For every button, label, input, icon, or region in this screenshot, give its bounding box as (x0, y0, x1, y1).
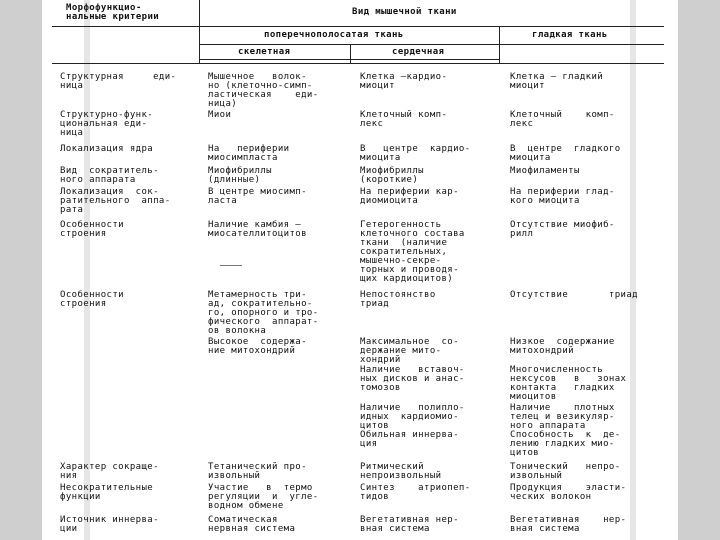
scan-mark (220, 265, 242, 266)
row-10-smooth: Способность к де- лению гладких мио- цитов (510, 430, 621, 458)
row-5-cardiac: Гетерогенность клеточного состава ткани (наличие сократительных, мышечно-секре- торных и проводя- щих кардиоцитов) (360, 220, 465, 284)
header-skeletal: скелетная (238, 47, 291, 57)
row-1-criterion: Структурно-функ- циональная еди- ница (60, 110, 154, 138)
row-12-skeletal: Участие в термо регуляции и угле- водном обмене (208, 483, 319, 511)
row-2-criterion: Локализация ядра (60, 144, 154, 154)
row-7-smooth: Низкое содержание митохондрий (510, 337, 615, 356)
row-6-cardiac: Непостоянство триад (360, 290, 436, 309)
row-1-smooth: Клеточный комп- лекс (510, 110, 615, 129)
row-3-criterion: Вид сократитель- ного аппарата (60, 166, 159, 185)
row-6-smooth: Отсутствие триад (510, 290, 639, 300)
row-11-cardiac: Ритмический непроизвольный (360, 462, 442, 481)
row-11-skeletal: Тетанический про- извольный (208, 462, 307, 481)
table-page (52, 0, 664, 540)
row-2-smooth: В центре гладкого миоцита (510, 144, 621, 163)
row-10-cardiac: Обильная иннерва- ция (360, 430, 459, 449)
row-2-cardiac: В центре кардио- миоцита (360, 144, 471, 163)
row-4-cardiac: На периферии кар- диомиоцита (360, 187, 459, 206)
row-7-cardiac: Максимальное со- держание мито- хондрий (360, 337, 459, 365)
row-13-smooth: Вегетативная нер- вная система (510, 515, 627, 534)
row-0-criterion: Структурная еди- ница (60, 72, 177, 91)
row-9-cardiac: Наличие полипло- идных кардиомио- цитов (360, 403, 465, 431)
header-col-divider-3 (350, 44, 351, 63)
row-4-smooth: На периферии глад- кого миоцита (510, 187, 615, 206)
header-rule-bottom (52, 63, 664, 64)
row-5-criterion: Особенности строения (60, 220, 125, 239)
row-6-criterion: Особенности строения (60, 290, 125, 309)
row-0-cardiac: Клетка —кардио- миоцит (360, 72, 448, 91)
row-0-smooth: Клетка — гладкий миоцит (510, 72, 604, 91)
row-7-skeletal: Высокое содержа- ние митохондрий (208, 337, 307, 356)
header-tissue-type: Вид мышечной ткани (352, 7, 457, 17)
row-4-criterion: Локализация сок- ратительного аппа- рата (60, 187, 171, 215)
row-3-cardiac: Миофибриллы (короткие) (360, 166, 425, 185)
row-11-criterion: Характер сокраще- ния (60, 462, 159, 481)
row-12-smooth: Продукция эласти- ческих волокон (510, 483, 627, 502)
row-1-cardiac: Клеточный комп- лекс (360, 110, 448, 129)
row-5-smooth: Отсутствие миофиб- рилл (510, 220, 615, 239)
row-9-smooth: Наличие плотных телец и везикуляр- ного аппарата (510, 403, 615, 431)
row-8-cardiac: Наличие вставоч- ных дисков и анас- томозов (360, 365, 465, 393)
row-5-skeletal: Наличие камбия — миосателлитоцитов (208, 220, 307, 239)
row-6-skeletal: Метамерность три- ад, сократительно- го, опорного и тро- фического аппарат- ов волокна (208, 290, 319, 336)
row-3-skeletal: Миофибриллы (длинные) (208, 166, 273, 185)
header-col-divider-1 (199, 0, 200, 63)
row-0-skeletal: Мышечное волок- но (клеточно-симп- ластическая еди- ница) (208, 72, 319, 109)
row-2-skeletal: На периферии миосимпласта (208, 144, 290, 163)
row-8-smooth: Многочисленность нексусов в зонах контакта гладких миоцитов (510, 365, 627, 402)
row-12-cardiac: Синтез атриопеп- тидов (360, 483, 471, 502)
row-13-cardiac: Вегетативная нер- вная система (360, 515, 459, 534)
row-11-smooth: Тонический непро- извольный (510, 462, 621, 481)
row-13-criterion: Источник иннерва- ции (60, 515, 159, 534)
header-criteria: Морфофункцио- нальные критерии (66, 3, 160, 22)
header-smooth: гладкая ткань (532, 30, 608, 40)
row-4-skeletal: В центре миосимп- ласта (208, 187, 307, 206)
row-12-criterion: Несократительные функции (60, 483, 154, 502)
row-3-smooth: Миофиламенты (510, 166, 580, 176)
row-13-skeletal: Соматическая нервная система (208, 515, 296, 534)
header-cardiac: сердечная (392, 47, 445, 57)
header-rule-1 (52, 26, 664, 27)
header-rule-2 (200, 44, 664, 45)
row-1-skeletal: Миои (208, 110, 232, 120)
header-col-divider-2 (499, 26, 500, 63)
header-striated: поперечнополосатая ткань (264, 30, 404, 40)
